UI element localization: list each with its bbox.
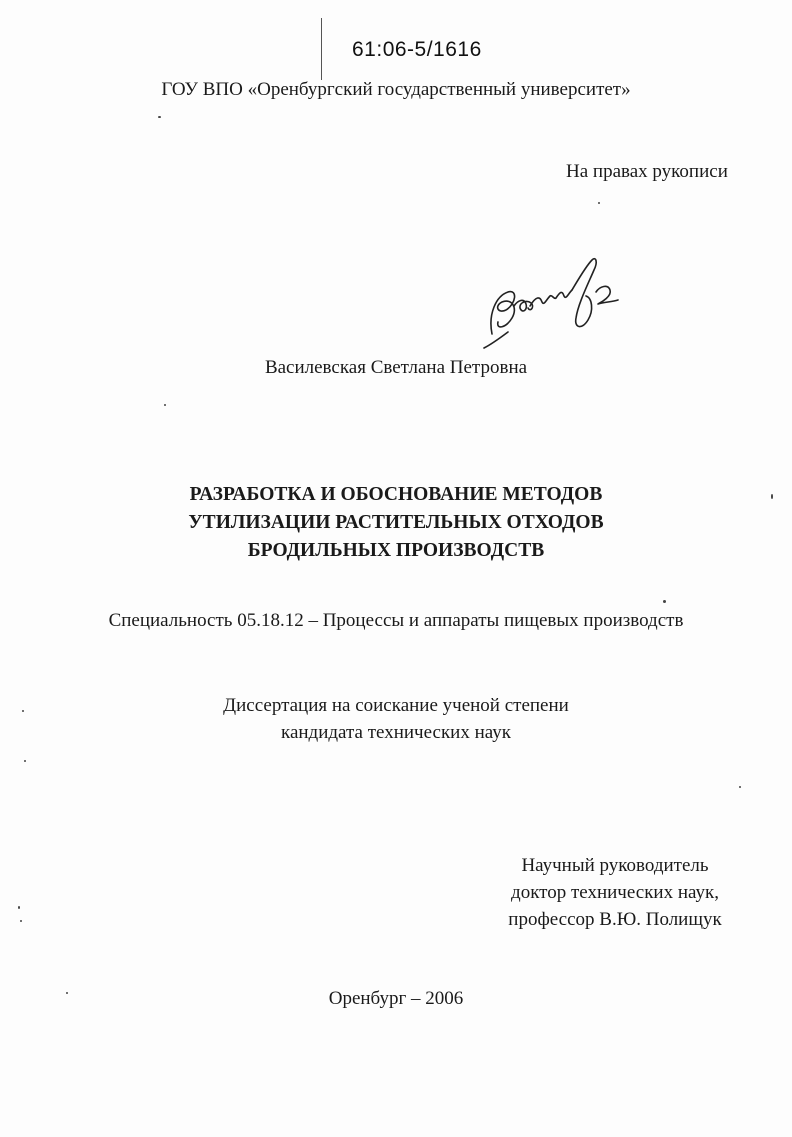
catalog-number: 61:06-5/1616	[352, 38, 482, 61]
supervisor-line: доктор технических наук,	[511, 882, 719, 903]
scan-speck	[158, 116, 161, 118]
manuscript-rights: На правах рукописи	[566, 161, 728, 182]
specialty: Специальность 05.18.12 – Процессы и аппараты пищевых производств	[108, 610, 684, 631]
scan-speck	[18, 906, 20, 909]
title-line: БРОДИЛЬНЫХ ПРОИЗВОДСТВ	[247, 540, 545, 561]
scan-speck	[24, 760, 26, 762]
scan-speck	[771, 494, 773, 499]
scan-speck	[66, 992, 68, 994]
degree-statement	[0, 692, 792, 746]
scan-speck	[739, 786, 741, 788]
dissertation-title	[0, 481, 792, 565]
supervisor-line: профессор В.Ю. Полищук	[508, 909, 722, 930]
place-and-year: Оренбург – 2006	[328, 988, 464, 1009]
scan-speck	[663, 600, 666, 603]
scan-speck	[164, 404, 166, 406]
scan-speck	[22, 710, 24, 712]
degree-line: Диссертация на соискание ученой степени	[223, 695, 569, 716]
supervisor-line: Научный руководитель	[521, 855, 709, 876]
scan-speck	[20, 920, 22, 922]
author-name: Василевская Светлана Петровна	[264, 357, 528, 378]
university-name: ГОУ ВПО «Оренбургский государственный университет»	[161, 79, 631, 100]
title-line: РАЗРАБОТКА И ОБОСНОВАНИЕ МЕТОДОВ	[189, 484, 603, 505]
scan-speck	[598, 202, 600, 204]
supervisor-block	[470, 852, 760, 933]
author-signature	[478, 244, 628, 354]
binding-line	[321, 18, 322, 80]
title-line: УТИЛИЗАЦИИ РАСТИТЕЛЬНЫХ ОТХОДОВ	[188, 512, 604, 533]
degree-line: кандидата технических наук	[281, 722, 511, 743]
